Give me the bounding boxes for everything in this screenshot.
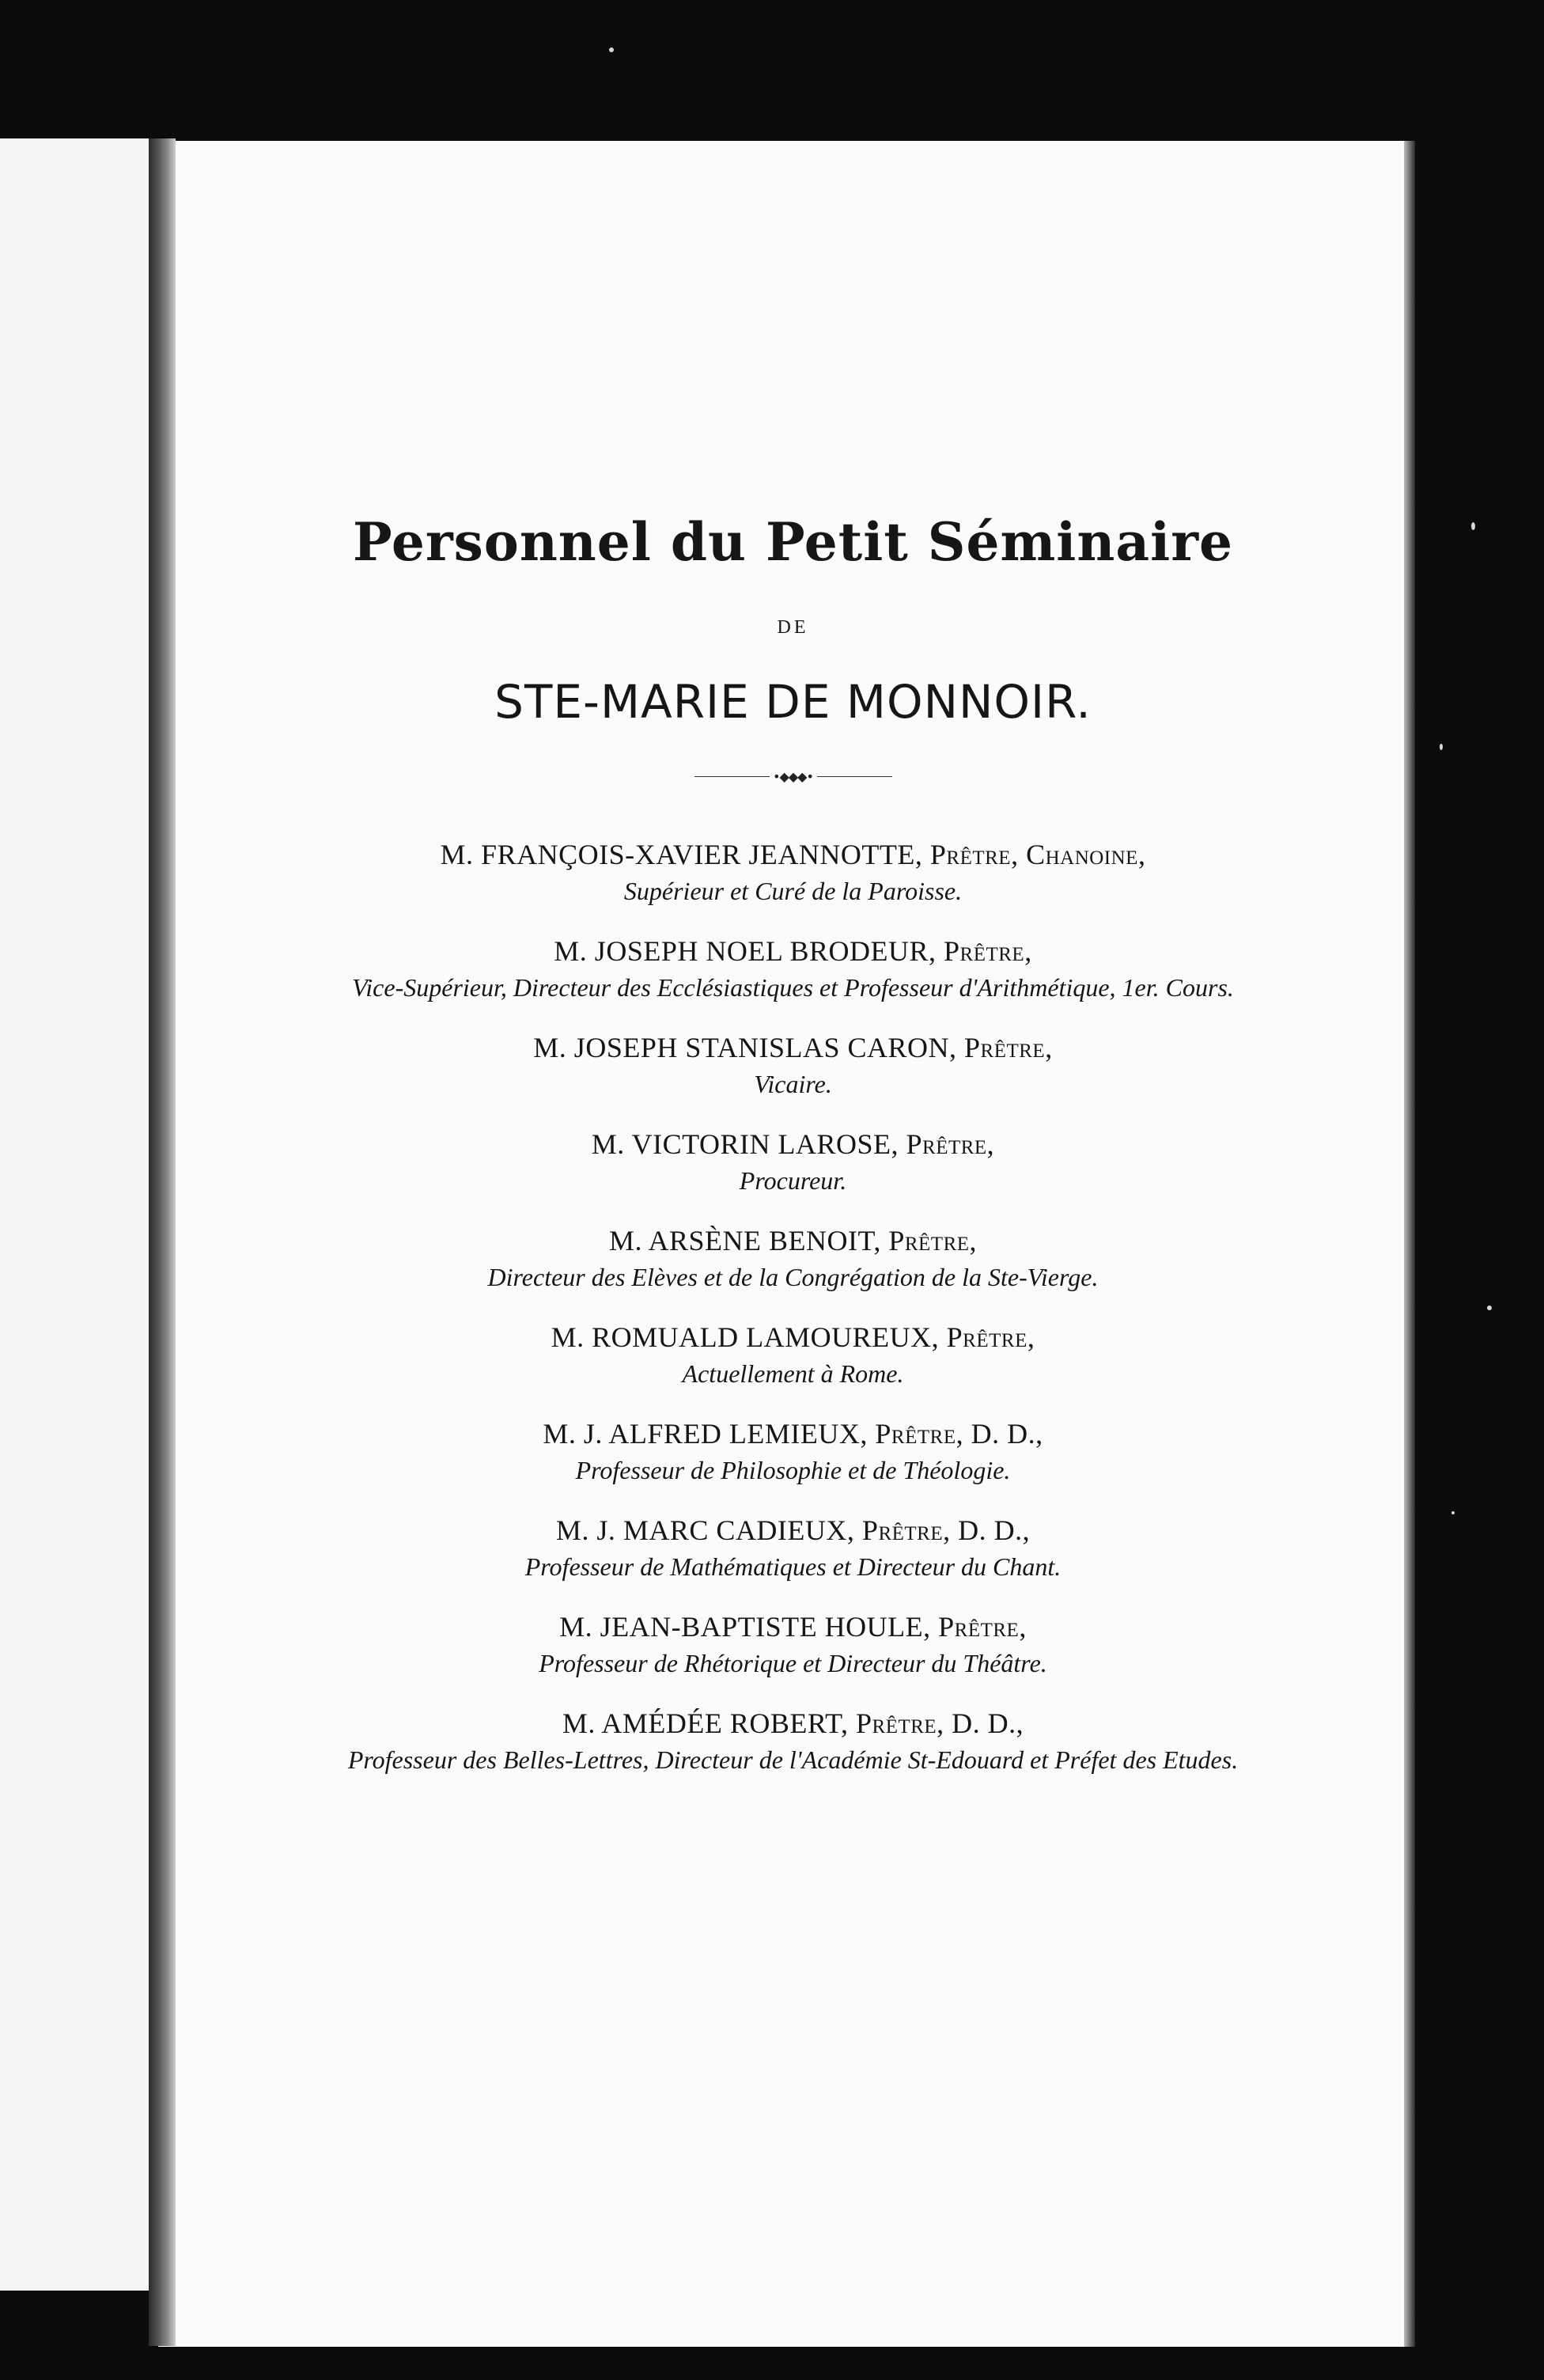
title-connector: DE: [777, 617, 809, 638]
dust-speck: [609, 47, 614, 52]
person-name: M. J. MARC CADIEUX,: [555, 1514, 855, 1546]
person-name: M. JEAN-BAPTISTE HOULE,: [559, 1611, 931, 1643]
personnel-entry: [182, 1704, 1404, 1777]
personnel-entry: [182, 1511, 1404, 1584]
person-role: Actuellement à Rome.: [682, 1359, 904, 1388]
personnel-entry: [182, 1125, 1404, 1198]
person-titles: Prêtre,: [938, 1611, 1027, 1643]
personnel-list: [182, 836, 1404, 1777]
person-name: M. J. ALFRED LEMIEUX,: [543, 1418, 868, 1450]
person-role: Vice-Supérieur, Directeur des Ecclésiastiques et Professeur d'Arithmétique, 1er. Cours.: [352, 973, 1234, 1002]
divider-line-left: [694, 776, 770, 777]
divider-line-right: [817, 776, 892, 777]
dust-speck: [1451, 1511, 1455, 1514]
person-name: M. ROMUALD LAMOUREUX,: [551, 1321, 940, 1353]
ornament-glyph: •◆◆◆•: [773, 769, 813, 784]
left-facing-page: [0, 138, 149, 2291]
dust-speck: [1440, 744, 1443, 750]
person-name: M. AMÉDÉE ROBERT,: [562, 1707, 849, 1739]
person-name: M. VICTORIN LAROSE,: [591, 1128, 899, 1160]
person-role: Professeur des Belles-Lettres, Directeur de l'Académie St-Edouard et Préfet des Etudes.: [347, 1745, 1239, 1774]
person-role: Supérieur et Curé de la Paroisse.: [623, 877, 963, 905]
person-name: M. FRANÇOIS-XAVIER JEANNOTTE,: [440, 839, 923, 870]
personnel-entry: [182, 932, 1404, 1005]
person-name: M. ARSÈNE BENOIT,: [608, 1225, 881, 1256]
person-role: Procureur.: [739, 1166, 847, 1195]
person-titles: Prêtre, D. D.,: [875, 1418, 1043, 1450]
page-content: [182, 506, 1404, 1801]
dust-speck: [1471, 522, 1475, 530]
seminary-name: STE-MARIE DE MONNOIR.: [494, 675, 1092, 729]
person-titles: Prêtre,: [944, 935, 1032, 967]
personnel-entry: [182, 1415, 1404, 1488]
personnel-entry: [182, 836, 1404, 908]
person-role: Vicaire.: [754, 1070, 832, 1098]
divider-ornament: [694, 769, 892, 785]
person-role: Directeur des Elèves et de la Congrégation de la Ste-Vierge.: [487, 1263, 1099, 1291]
person-titles: Prêtre, D. D.,: [861, 1514, 1031, 1546]
personnel-entry: [182, 1318, 1404, 1391]
person-role: Professeur de Mathématiques et Directeur du Chant.: [524, 1552, 1062, 1581]
person-role: Professeur de Rhétorique et Directeur du Théâtre.: [539, 1649, 1047, 1677]
personnel-entry: [182, 1029, 1404, 1101]
person-titles: Prêtre,: [964, 1032, 1053, 1063]
person-name: M. JOSEPH NOEL BRODEUR,: [554, 935, 937, 967]
dust-speck: [1487, 1306, 1492, 1310]
page-edge-shadow: [1404, 141, 1415, 2347]
person-titles: Prêtre, Chanoine,: [929, 839, 1146, 870]
page-title: Personnel du Petit Séminaire: [353, 511, 1233, 573]
person-titles: Prêtre, D. D.,: [856, 1707, 1024, 1739]
personnel-entry: [182, 1222, 1404, 1294]
personnel-entry: [182, 1608, 1404, 1681]
person-titles: Prêtre,: [888, 1225, 978, 1256]
person-titles: Prêtre,: [946, 1321, 1035, 1353]
person-titles: Prêtre,: [906, 1128, 995, 1160]
book-spine: [149, 138, 176, 2346]
person-name: M. JOSEPH STANISLAS CARON,: [533, 1032, 957, 1063]
person-role: Professeur de Philosophie et de Théologie.: [575, 1456, 1011, 1484]
